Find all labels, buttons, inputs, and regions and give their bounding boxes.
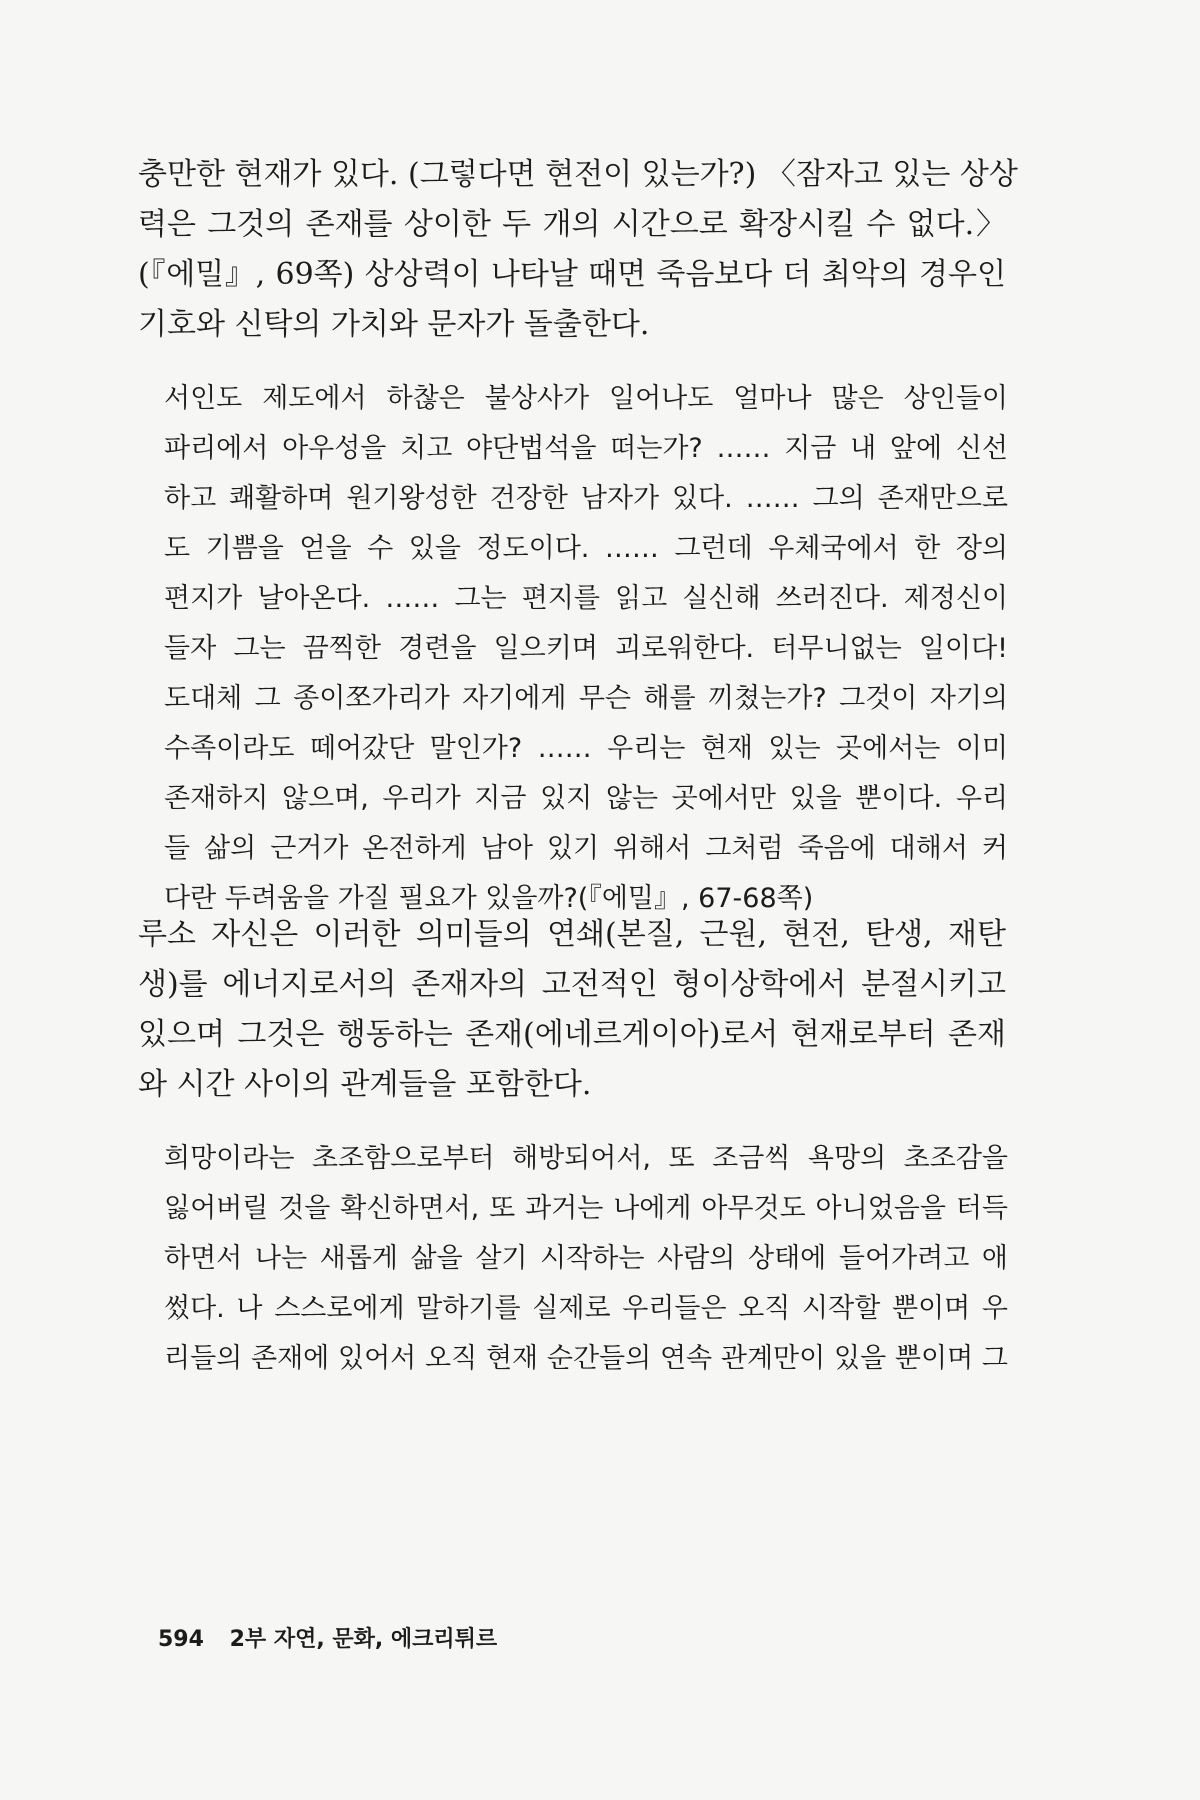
paragraph-1-line: (『에밀』, 69쪽) 상상력이 나타날 때면 죽음보다 더 최악의 경우인 (138, 257, 1006, 292)
quote-1-line: 파리에서 아우성을 치고 야단법석을 떠는가? …… 지금 내 앞에 신선 (164, 433, 1008, 464)
running-title: 2부 자연, 문화, 에크리튀르 (229, 1627, 498, 1652)
quote-1-line: 도대체 그 종이쪼가리가 자기에게 무슨 해를 끼쳤는가? 그것이 자기의 (164, 683, 1008, 714)
quote-2-line: 희망이라는 초조함으로부터 해방되어서, 또 조금씩 욕망의 초조감을 (164, 1143, 1008, 1174)
quote-2-line: 썼다. 나 스스로에게 말하기를 실제로 우리들은 오직 시작할 뿐이며 우 (164, 1293, 1008, 1324)
paragraph-2-line: 생)를 에너지로서의 존재자의 고전적인 형이상학에서 분절시키고 (138, 967, 1006, 1002)
quote-1-line: 도 기쁨을 얻을 수 있을 정도이다. …… 그런데 우체국에서 한 장의 (164, 533, 1008, 564)
paragraph-1-line: 충만한 현재가 있다. (그렇다면 현전이 있는가?) 〈잠자고 있는 상상 (138, 157, 1018, 192)
paragraph-1 (138, 150, 1018, 350)
paragraph-1-line: 기호와 신탁의 가치와 문자가 돌출한다. (138, 307, 650, 342)
quote-2-line: 리들의 존재에 있어서 오직 현재 순간들의 연속 관계만이 있을 뿐이며 그 (164, 1343, 1008, 1374)
paragraph-1-line: 력은 그것의 존재를 상이한 두 개의 시간으로 확장시킬 수 없다.〉 (138, 207, 1006, 242)
quote-1-line: 다란 두려움을 가질 필요가 있을까?(『에밀』, 67-68쪽) (164, 883, 814, 914)
quote-1-line: 들자 그는 끔찍한 경련을 일으키며 괴로워한다. 터무니없는 일이다! (164, 633, 1008, 664)
block-quote-1 (164, 374, 1008, 924)
quote-1-line: 들 삶의 근거가 온전하게 남아 있기 위해서 그처럼 죽음에 대해서 커 (164, 833, 1008, 864)
quote-1-line: 하고 쾌활하며 원기왕성한 건장한 남자가 있다. …… 그의 존재만으로 (164, 483, 1008, 514)
page-footer (158, 1622, 497, 1653)
quote-1-line: 수족이라도 떼어갔단 말인가? …… 우리는 현재 있는 곳에서는 이미 (164, 733, 1008, 764)
paragraph-2-line: 있으며 그것은 행동하는 존재(에네르게이아)로서 현재로부터 존재 (138, 1017, 1006, 1052)
paragraph-2-line: 와 시간 사이의 관계들을 포함한다. (138, 1067, 592, 1102)
quote-1-line: 편지가 날아온다. …… 그는 편지를 읽고 실신해 쓰러진다. 제정신이 (164, 583, 1008, 614)
block-quote-2 (164, 1134, 1008, 1384)
quote-1-line: 서인도 제도에서 하찮은 불상사가 일어나도 얼마나 많은 상인들이 (164, 383, 1008, 414)
paragraph-2-line: 루소 자신은 이러한 의미들의 연쇄(본질, 근원, 현전, 탄생, 재탄 (138, 917, 1006, 952)
quote-2-line: 하면서 나는 새롭게 삶을 살기 시작하는 사람의 상태에 들어가려고 애 (164, 1243, 1008, 1274)
quote-1-line: 존재하지 않으며, 우리가 지금 있지 않는 곳에서만 있을 뿐이다. 우리 (164, 783, 1008, 814)
paragraph-2 (138, 910, 1006, 1110)
quote-2-line: 잃어버릴 것을 확신하면서, 또 과거는 나에게 아무것도 아니었음을 터득 (164, 1193, 1008, 1224)
page-number: 594 (158, 1627, 204, 1652)
